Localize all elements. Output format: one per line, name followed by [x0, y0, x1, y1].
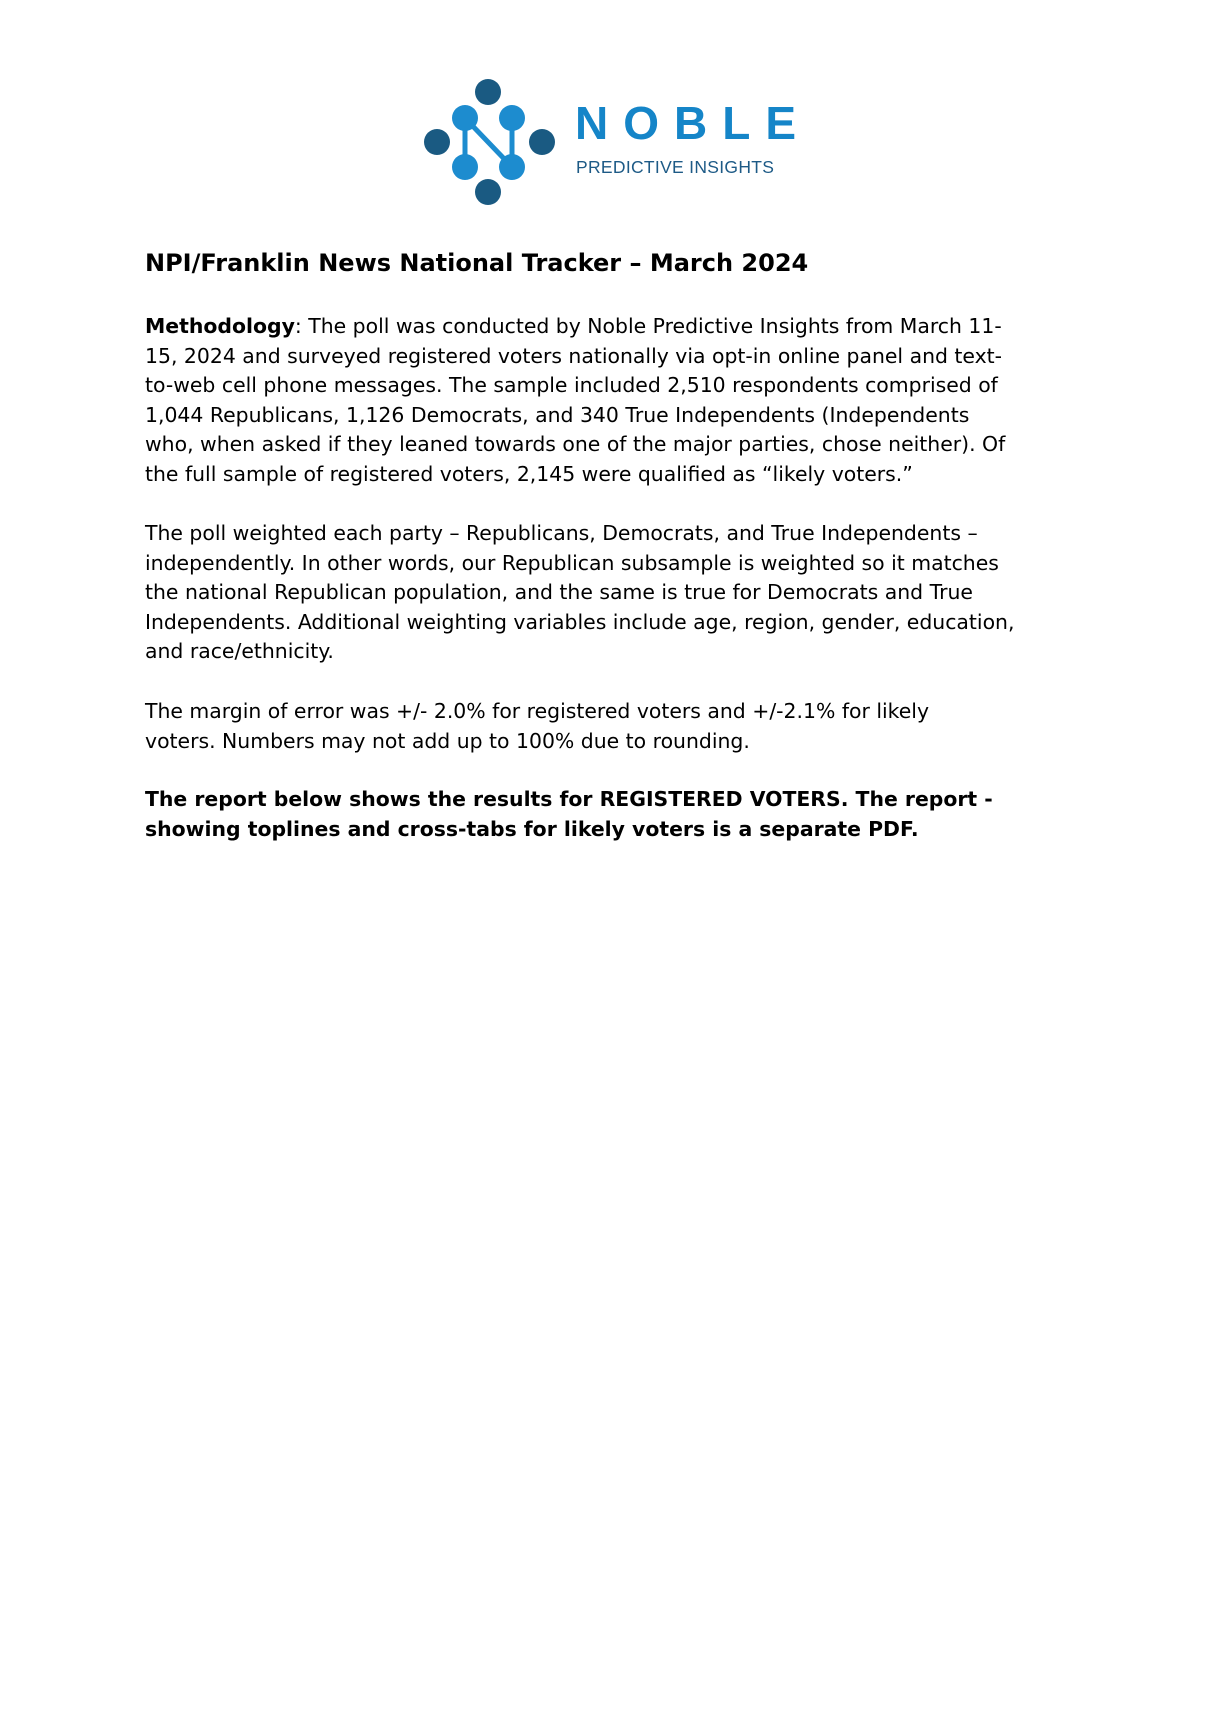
weighting-line: the national Republican population, and the same is true for Democrats and True: [145, 580, 973, 605]
methodology-text: : The poll was conducted by Noble Predictive Insights from March 11-: [294, 314, 1002, 338]
margin-of-error-paragraph: [145, 697, 929, 756]
margin-line: voters. Numbers may not add up to 100% due to rounding.: [145, 728, 750, 753]
methodology-line: who, when asked if they leaned towards one of the major parties, chose neither). Of: [145, 432, 1006, 457]
methodology-line: 1,044 Republicans, 1,126 Democrats, and 340 True Independents (Independents: [145, 402, 970, 427]
methodology-label: Methodology: [145, 314, 295, 338]
logo-subtitle: PREDICTIVE INSIGHTS: [576, 157, 775, 177]
weighting-paragraph: [145, 519, 1014, 667]
noble-predictive-insights-logo: [420, 70, 810, 210]
logo-name: NOBLE: [575, 97, 811, 149]
notice-line: The report below shows the results for REGISTERED VOTERS. The report -: [145, 787, 993, 811]
notice-line: showing toplines and cross-tabs for likely voters is a separate PDF.: [145, 816, 919, 841]
methodology-line: 15, 2024 and surveyed registered voters nationally via opt-in online panel and text-: [145, 343, 1003, 368]
methodology-line: [145, 312, 1005, 342]
methodology-line: to-web cell phone messages. The sample included 2,510 respondents comprised of: [145, 373, 998, 398]
document-title: NPI/Franklin News National Tracker – March 2024: [145, 249, 809, 277]
weighting-line: and race/ethnicity.: [145, 639, 334, 664]
weighting-line: independently. In other words, our Republican subsample is weighted so it matches: [145, 550, 999, 575]
methodology-line: the full sample of registered voters, 2,145 were qualified as “likely voters.”: [145, 461, 913, 486]
report-notice: [145, 785, 993, 844]
weighting-line: Independents. Additional weighting variables include age, region, gender, education,: [145, 609, 1015, 634]
logo-mark-icon: [420, 70, 570, 210]
weighting-line: The poll weighted each party – Republicans, Democrats, and True Independents –: [145, 521, 978, 545]
margin-line: The margin of error was +/- 2.0% for registered voters and +/-2.1% for likely: [145, 699, 930, 723]
methodology-paragraph: [145, 312, 1005, 490]
